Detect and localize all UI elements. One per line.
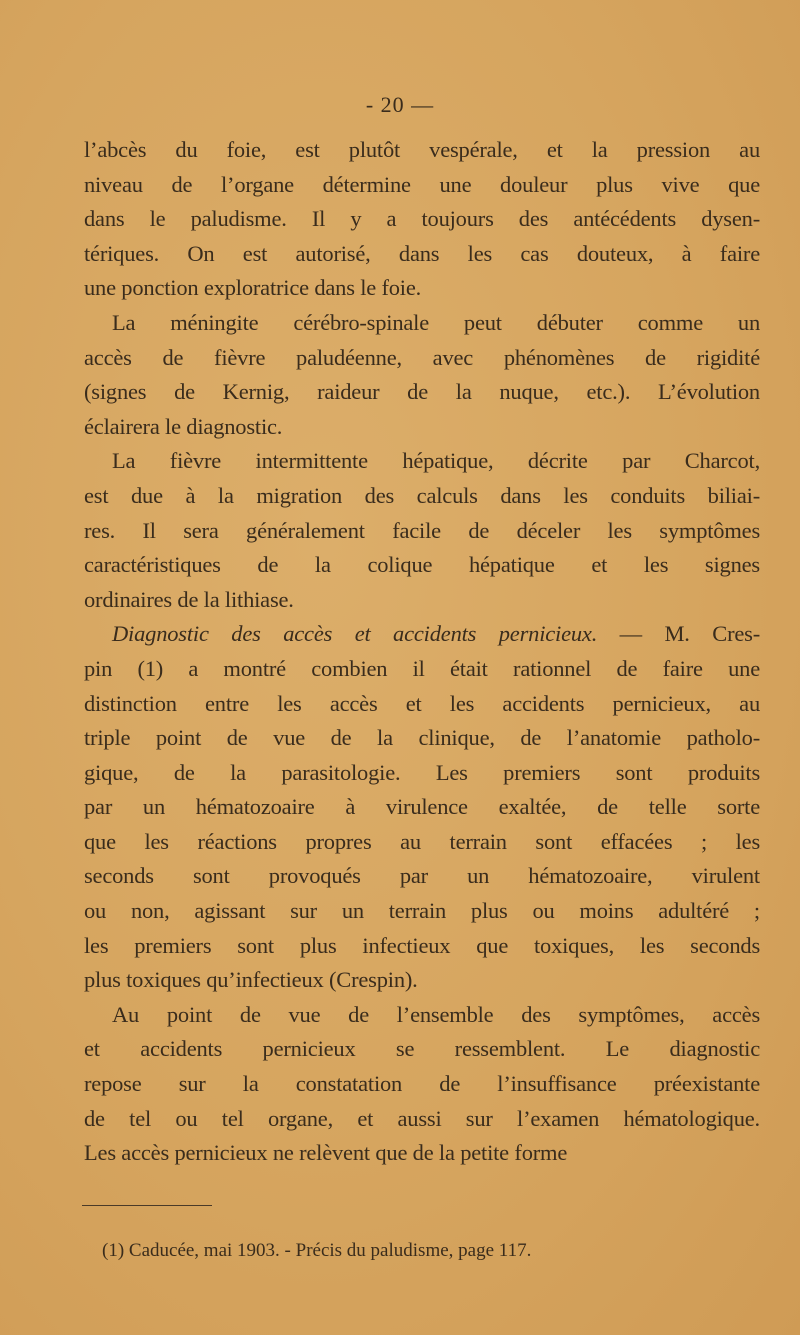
text-line: La fièvre intermittente hépatique, décrite par Charcot,	[112, 448, 760, 474]
paragraph	[84, 133, 760, 306]
page-number: - 20 —	[365, 92, 435, 117]
text-line: les premiers sont plus infectieux que toxiques, les seconds	[84, 932, 760, 958]
text-line: repose sur la constatation de l’insuffisance préexistante	[84, 1071, 760, 1097]
text-line: ordinaires de la lithiase.	[84, 586, 294, 612]
text-line: triple point de vue de la clinique, de l’anatomie patholo-	[84, 725, 760, 751]
paragraph	[84, 306, 760, 444]
text-line: est due à la migration des calculs dans les conduits biliai-	[84, 482, 760, 508]
text-line: de tel ou tel organe, et aussi sur l’examen hématologique.	[84, 1105, 760, 1131]
text-line: niveau de l’organe détermine une douleur plus vive que	[84, 171, 760, 197]
text-line: que les réactions propres au terrain sont effacées ; les	[84, 828, 760, 854]
text-line: (signes de Kernig, raideur de la nuque, etc.). L’évolution	[84, 379, 760, 405]
text-line: res. Il sera généralement facile de déceler les symptômes	[84, 517, 760, 543]
text-line: par un hématozoaire à virulence exaltée, de telle sorte	[84, 794, 760, 820]
text-line: gique, de la parasitologie. Les premiers sont produits	[84, 759, 760, 785]
text-line: dans le paludisme. Il y a toujours des antécédents dysen-	[84, 206, 760, 232]
text-line: éclairera le diagnostic.	[84, 413, 283, 439]
body-text	[84, 133, 760, 1171]
text-line: accès de fièvre paludéenne, avec phénomènes de rigidité	[84, 344, 760, 370]
section-heading-italic: Diagnostic des accès et accidents pernicieux.	[112, 621, 598, 647]
text-line: tériques. On est autorisé, dans les cas douteux, à faire	[84, 240, 760, 266]
text-line: Au point de vue de l’ensemble des symptômes, accès	[112, 1001, 760, 1027]
paragraph	[84, 617, 760, 998]
text-line: plus toxiques qu’infectieux (Crespin).	[84, 967, 418, 993]
footnote-divider	[82, 1205, 212, 1206]
footnote: (1) Caducée, mai 1903. - Précis du paludisme, page 117.	[102, 1240, 532, 1261]
text-line	[84, 617, 760, 652]
text-line: Les accès pernicieux ne relèvent que de la petite forme	[84, 1140, 568, 1166]
text-line: distinction entre les accès et les accidents pernicieux, au	[84, 690, 760, 716]
text-line: l’abcès du foie, est plutôt vespérale, et la pression au	[84, 137, 760, 162]
text-line: La méningite cérébro-spinale peut débuter comme un	[112, 309, 760, 335]
paragraph	[84, 998, 760, 1171]
paragraph	[84, 444, 760, 617]
text-line: seconds sont provoqués par un hématozoaire, virulent	[84, 863, 760, 889]
text-line: caractéristiques de la colique hépatique et les signes	[84, 552, 760, 578]
text-span: — M. Cres-	[597, 621, 760, 647]
text-line: une ponction exploratrice dans le foie.	[84, 275, 422, 301]
text-line: ou non, agissant sur un terrain plus ou moins adultéré ;	[84, 898, 760, 924]
text-line: et accidents pernicieux se ressemblent. Le diagnostic	[84, 1036, 760, 1062]
text-line: pin (1) a montré combien il était rationnel de faire une	[84, 655, 760, 681]
